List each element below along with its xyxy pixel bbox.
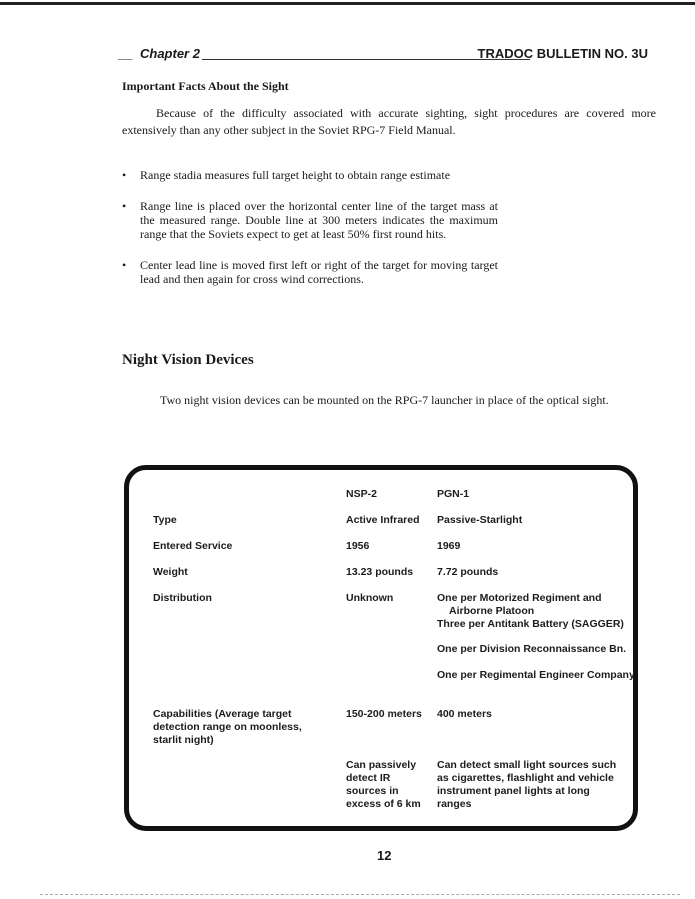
row-label-entered-service: Entered Service — [153, 540, 233, 552]
cell-pgn1-type: Passive-Starlight — [437, 514, 523, 526]
cell-nsp2-entered-service: 1956 — [346, 540, 370, 552]
bullet-text: Center lead line is moved first left or right of the target for moving target lead and then again for cross wind corrections. — [140, 258, 498, 286]
cell-nsp2-weight: 13.23 pounds — [346, 566, 414, 578]
page-number: 12 — [377, 848, 392, 863]
row-label-weight: Weight — [153, 566, 188, 578]
list-item — [122, 168, 498, 182]
column-header-pgn1: PGN-1 — [437, 488, 470, 500]
list-item — [122, 258, 498, 286]
cell-pgn1-distribution-4: One per Regimental Engineer Company — [437, 669, 635, 681]
running-header — [118, 46, 658, 64]
cell-pgn1-distribution-2: Three per Antitank Battery (SAGGER) — [437, 618, 624, 630]
cell-pgn1-distribution-1: One per Motorized Regiment and Airborne Platoon — [437, 592, 602, 617]
cell-nsp2-capabilities: 150-200 meters — [346, 708, 422, 720]
cell-pgn1-weight: 7.72 pounds — [437, 566, 499, 578]
sight-bullet-list — [122, 168, 498, 303]
sight-intro-paragraph: Because of the difficulty associated with accurate sighting, sight procedures are covered more extensively than any other subject in the Soviet RPG-7 Field Manual. — [122, 106, 656, 137]
chapter-label: Chapter 2 — [140, 46, 200, 61]
column-header-nsp2: NSP-2 — [346, 488, 377, 500]
cell-pgn1-distribution-3: One per Division Reconnaissance Bn. — [437, 643, 627, 655]
cell-nsp2-distribution: Unknown — [346, 592, 394, 604]
row-label-distribution: Distribution — [153, 592, 212, 604]
cell-nsp2-type: Active Infrared — [346, 514, 420, 526]
cell-pgn1-capabilities: 400 meters — [437, 708, 492, 720]
cell-nsp2-detection-note: Can passively detect IR sources in excess of 6 km — [346, 759, 421, 810]
bottom-border-rule — [40, 894, 680, 895]
sight-facts-heading: Important Facts About the Sight — [122, 79, 289, 93]
row-label-type: Type — [153, 514, 177, 526]
row-label-capabilities: Capabilities (Average target detection range on moonless, starlit night) — [153, 708, 302, 746]
list-item — [122, 199, 498, 241]
night-vision-heading: Night Vision Devices — [122, 352, 254, 368]
cell-pgn1-entered-service: 1969 — [437, 540, 461, 552]
header-dash: __ — [118, 46, 133, 61]
bullet-text: Range stadia measures full target height to obtain range estimate — [140, 168, 451, 182]
bullet-text: Range line is placed over the horizontal center line of the target mass at the measured range. Double line at 300 meters indicates the maximum range that the Soviets expect to get at least 50% first round hits. — [140, 199, 498, 241]
night-vision-intro: Two night vision devices can be mounted on the RPG-7 launcher in place of the optical sight. — [160, 393, 609, 407]
bullet-icon: • — [122, 258, 127, 272]
bulletin-label: TRADOC BULLETIN NO. 3U — [477, 46, 648, 61]
cell-pgn1-detection-note: Can detect small light sources such as cigarettes, flashlight and vehicle instrument panel lights at long ranges — [437, 759, 617, 810]
bullet-icon: • — [122, 199, 127, 213]
bullet-icon: • — [122, 168, 127, 182]
top-border-rule — [0, 2, 695, 5]
